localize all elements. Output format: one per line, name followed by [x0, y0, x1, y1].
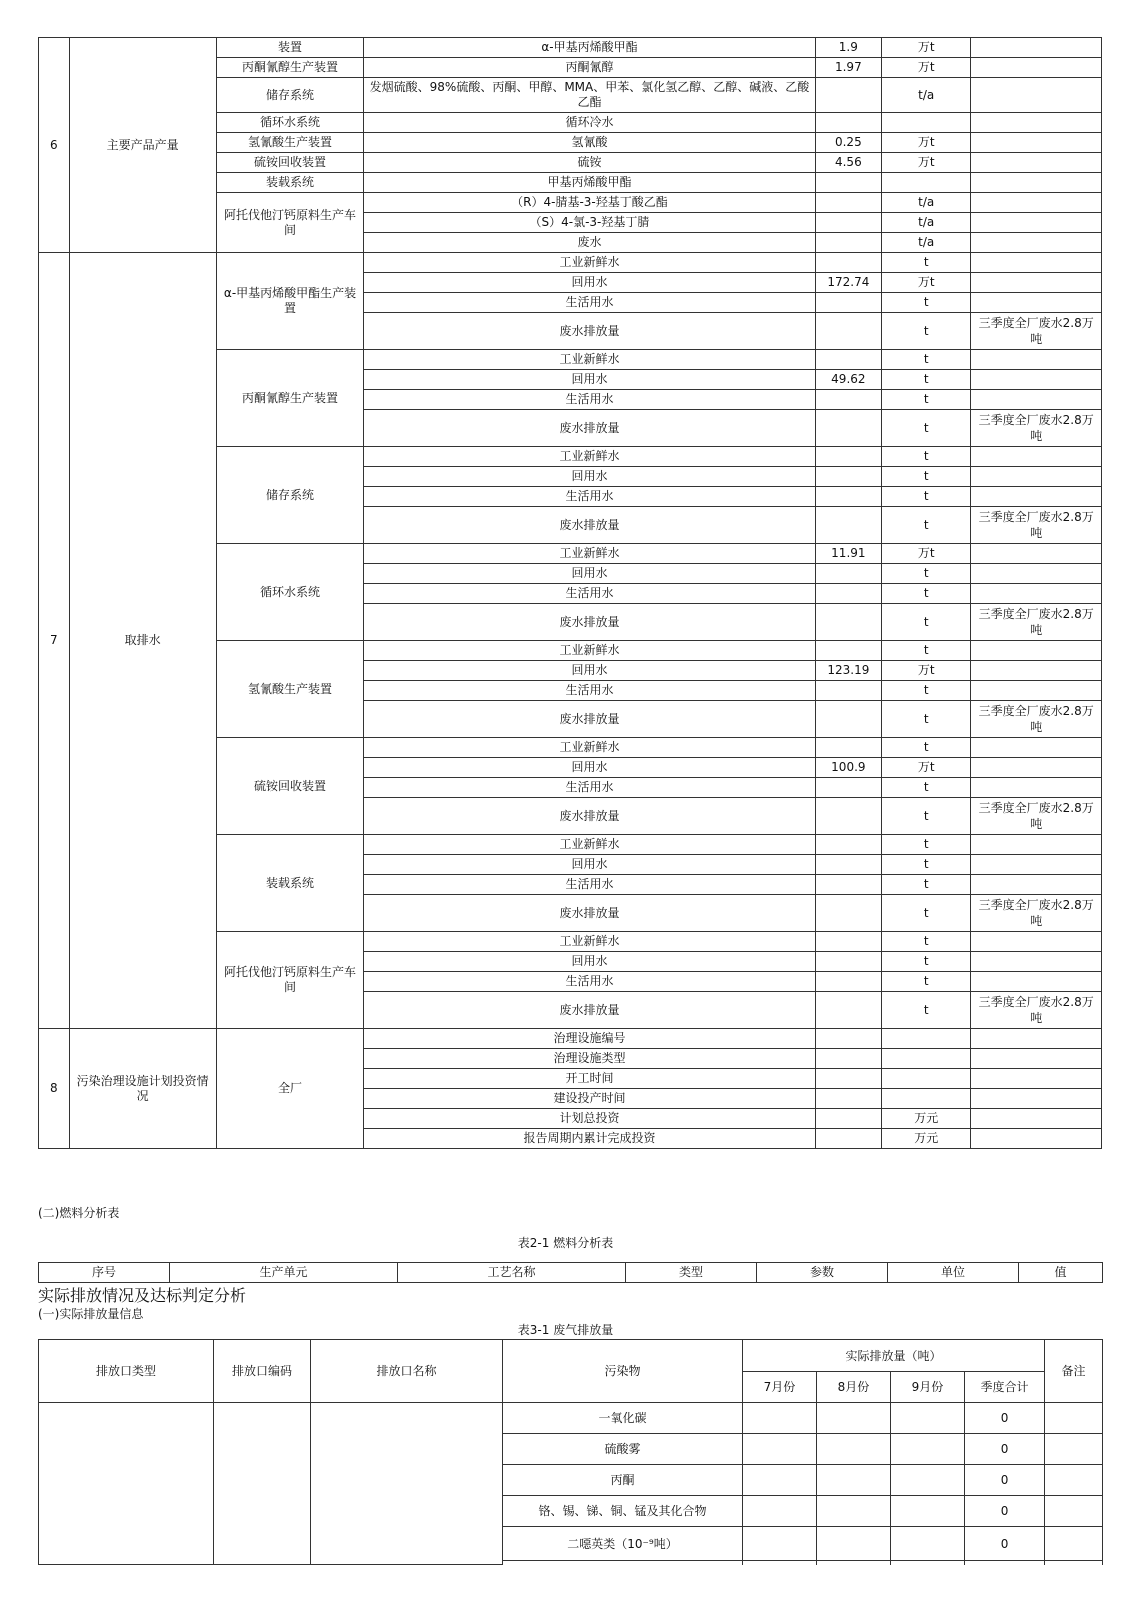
- table-row: [39, 253, 1102, 273]
- fuel-table-caption: 表2-1 燃料分析表: [517, 1236, 614, 1250]
- investment-item: 开工时间: [364, 1069, 816, 1089]
- row-item: 污染治理设施计划投资情况: [69, 1029, 216, 1149]
- remark-cell: [971, 681, 1102, 701]
- water-item: 回用水: [364, 370, 816, 390]
- note-cell: [1045, 1403, 1103, 1434]
- row-number: 8: [39, 1029, 70, 1149]
- product-name: 氢氰酸: [364, 133, 816, 153]
- month-value: [891, 1434, 965, 1465]
- unit-cell: t: [882, 390, 971, 410]
- month-value: [743, 1527, 817, 1561]
- remark-cell: [971, 233, 1102, 253]
- month-value: [891, 1561, 965, 1565]
- water-item: 工业新鲜水: [364, 738, 816, 758]
- product-name: （R）4-腈基-3-羟基丁酸乙酯: [364, 193, 816, 213]
- remark-cell: [971, 661, 1102, 681]
- unit-cell: [882, 1089, 971, 1109]
- remark-cell: [971, 584, 1102, 604]
- unit-cell: t: [882, 875, 971, 895]
- row-number: 7: [39, 253, 70, 1029]
- note-cell: [1045, 1561, 1103, 1565]
- remark-cell: [971, 875, 1102, 895]
- unit-cell: t: [882, 313, 971, 350]
- month-value: [743, 1403, 817, 1434]
- remark-cell: [971, 952, 1102, 972]
- investment-item: 报告周期内累计完成投资: [364, 1129, 816, 1149]
- remark-cell: [971, 544, 1102, 564]
- header-cell: 类型: [626, 1263, 757, 1283]
- row-item: 取排水: [69, 253, 216, 1029]
- water-item: 工业新鲜水: [364, 641, 816, 661]
- production-unit: 装置: [216, 38, 363, 58]
- remark-cell: 三季度全厂废水2.8万吨: [971, 313, 1102, 350]
- section-heading: 实际排放情况及达标判定分析: [38, 1286, 247, 1305]
- unit-cell: t/a: [882, 213, 971, 233]
- value-cell: 1.97: [815, 58, 881, 78]
- fuel-section-title: (二)燃料分析表: [38, 1206, 120, 1220]
- header-month: 9月份: [891, 1372, 965, 1403]
- water-item: 废水排放量: [364, 992, 816, 1029]
- remark-cell: [971, 1049, 1102, 1069]
- emission-table-caption: 表3-1 废气排放量: [517, 1323, 614, 1337]
- remark-cell: [971, 173, 1102, 193]
- value-cell: [815, 390, 881, 410]
- water-item: 废水排放量: [364, 313, 816, 350]
- note-cell: [1045, 1465, 1103, 1496]
- outlet-code-cell: [214, 1403, 311, 1565]
- month-value: [743, 1434, 817, 1465]
- remark-cell: [971, 855, 1102, 875]
- unit-cell: [882, 1049, 971, 1069]
- value-cell: [815, 681, 881, 701]
- unit-cell: t: [882, 584, 971, 604]
- unit-cell: t: [882, 835, 971, 855]
- value-cell: [815, 1109, 881, 1129]
- remark-cell: [971, 1069, 1102, 1089]
- unit-cell: t: [882, 253, 971, 273]
- value-cell: 0.25: [815, 133, 881, 153]
- unit-cell: t: [882, 410, 971, 447]
- unit-cell: t: [882, 701, 971, 738]
- header-cell: 参数: [757, 1263, 888, 1283]
- product-name: 循环冷水: [364, 113, 816, 133]
- remark-cell: [971, 213, 1102, 233]
- unit-cell: t: [882, 952, 971, 972]
- remark-cell: [971, 738, 1102, 758]
- value-cell: 123.19: [815, 661, 881, 681]
- production-unit: 丙酮氰醇生产装置: [216, 58, 363, 78]
- production-unit: 氢氰酸生产装置: [216, 133, 363, 153]
- remark-cell: [971, 293, 1102, 313]
- value-cell: 172.74: [815, 273, 881, 293]
- water-item: 工业新鲜水: [364, 835, 816, 855]
- unit-cell: 万t: [882, 153, 971, 173]
- remark-cell: [971, 1129, 1102, 1149]
- production-unit: 循环水系统: [216, 544, 363, 641]
- unit-cell: t: [882, 798, 971, 835]
- pollutant-name: [503, 1561, 743, 1565]
- unit-cell: t: [882, 738, 971, 758]
- water-item: 生活用水: [364, 875, 816, 895]
- month-value: [817, 1465, 891, 1496]
- unit-cell: t: [882, 895, 971, 932]
- remark-cell: [971, 78, 1102, 113]
- unit-cell: [882, 1069, 971, 1089]
- water-item: 生活用水: [364, 293, 816, 313]
- production-unit: 循环水系统: [216, 113, 363, 133]
- pollutant-name: 硫酸雾: [503, 1434, 743, 1465]
- header-outlet-code: 排放口编码: [214, 1340, 311, 1403]
- unit-cell: 万元: [882, 1109, 971, 1129]
- value-cell: [815, 113, 881, 133]
- unit-cell: t: [882, 932, 971, 952]
- month-value: [817, 1527, 891, 1561]
- investment-item: 治理设施类型: [364, 1049, 816, 1069]
- value-cell: [815, 1029, 881, 1049]
- value-cell: [815, 410, 881, 447]
- month-value: [891, 1465, 965, 1496]
- value-cell: [815, 487, 881, 507]
- unit-cell: t: [882, 447, 971, 467]
- note-cell: [1045, 1434, 1103, 1465]
- water-item: 回用水: [364, 758, 816, 778]
- quarter-total: 0: [965, 1496, 1045, 1527]
- remark-cell: [971, 1029, 1102, 1049]
- unit-cell: [882, 173, 971, 193]
- water-item: 工业新鲜水: [364, 932, 816, 952]
- value-cell: [815, 584, 881, 604]
- unit-cell: t: [882, 350, 971, 370]
- value-cell: [815, 641, 881, 661]
- header-outlet-name: 排放口名称: [311, 1340, 503, 1403]
- remark-cell: [971, 153, 1102, 173]
- header-cell: 值: [1019, 1263, 1103, 1283]
- value-cell: [815, 855, 881, 875]
- value-cell: [815, 992, 881, 1029]
- month-value: [817, 1434, 891, 1465]
- unit-cell: t: [882, 778, 971, 798]
- outlet-type-cell: [39, 1403, 214, 1565]
- production-unit: 丙酮氰醇生产装置: [216, 350, 363, 447]
- water-item: 回用水: [364, 564, 816, 584]
- month-value: [891, 1496, 965, 1527]
- month-value: [743, 1465, 817, 1496]
- value-cell: [815, 78, 881, 113]
- remark-cell: 三季度全厂废水2.8万吨: [971, 410, 1102, 447]
- water-item: 废水排放量: [364, 701, 816, 738]
- value-cell: [815, 952, 881, 972]
- value-cell: 4.56: [815, 153, 881, 173]
- remark-cell: [971, 758, 1102, 778]
- unit-cell: t: [882, 467, 971, 487]
- pollutant-name: 一氧化碳: [503, 1403, 743, 1434]
- remark-cell: [971, 641, 1102, 661]
- value-cell: [815, 233, 881, 253]
- unit-cell: t: [882, 681, 971, 701]
- product-name: α-甲基丙烯酸甲酯: [364, 38, 816, 58]
- remark-cell: [971, 58, 1102, 78]
- value-cell: 100.9: [815, 758, 881, 778]
- water-item: 废水排放量: [364, 895, 816, 932]
- remark-cell: [971, 113, 1102, 133]
- month-value: [743, 1561, 817, 1565]
- unit-cell: t: [882, 370, 971, 390]
- header-cell: 生产单元: [170, 1263, 398, 1283]
- remark-cell: [971, 835, 1102, 855]
- remark-cell: [971, 253, 1102, 273]
- header-pollutant: 污染物: [503, 1340, 743, 1403]
- unit-cell: t/a: [882, 233, 971, 253]
- unit-cell: t: [882, 972, 971, 992]
- remark-cell: [971, 467, 1102, 487]
- water-item: 回用水: [364, 467, 816, 487]
- remark-cell: [971, 390, 1102, 410]
- product-name: 发烟硫酸、98%硫酸、丙酮、甲醇、MMA、甲苯、氯化氢乙醇、乙醇、碱液、乙酸乙酯: [364, 78, 816, 113]
- production-unit: 装载系统: [216, 835, 363, 932]
- unit-cell: 万t: [882, 758, 971, 778]
- production-unit: 全厂: [216, 1029, 363, 1149]
- value-cell: [815, 350, 881, 370]
- value-cell: [815, 564, 881, 584]
- value-cell: [815, 875, 881, 895]
- unit-cell: t: [882, 487, 971, 507]
- quarter-total: 0: [965, 1465, 1045, 1496]
- value-cell: [815, 313, 881, 350]
- exhaust-emission-table: [38, 1339, 1103, 1565]
- production-unit: 阿托伐他汀钙原料生产车间: [216, 193, 363, 253]
- unit-cell: t: [882, 604, 971, 641]
- value-cell: [815, 193, 881, 213]
- water-item: 工业新鲜水: [364, 253, 816, 273]
- value-cell: [815, 895, 881, 932]
- header-month: 7月份: [743, 1372, 817, 1403]
- month-value: [891, 1527, 965, 1561]
- table-row: [39, 1029, 1102, 1049]
- product-name: （S）4-氯-3-羟基丁腈: [364, 213, 816, 233]
- quarter-total: 0: [965, 1434, 1045, 1465]
- value-cell: [815, 798, 881, 835]
- value-cell: [815, 1089, 881, 1109]
- water-item: 回用水: [364, 661, 816, 681]
- unit-cell: t: [882, 564, 971, 584]
- quarter-total: 0: [965, 1403, 1045, 1434]
- water-item: 工业新鲜水: [364, 544, 816, 564]
- unit-cell: t: [882, 507, 971, 544]
- value-cell: [815, 932, 881, 952]
- month-value: [817, 1496, 891, 1527]
- unit-cell: t/a: [882, 78, 971, 113]
- value-cell: [815, 604, 881, 641]
- unit-cell: t: [882, 855, 971, 875]
- value-cell: 1.9: [815, 38, 881, 58]
- product-name: 硫铵: [364, 153, 816, 173]
- production-unit: 储存系统: [216, 447, 363, 544]
- production-unit: 储存系统: [216, 78, 363, 113]
- water-item: 工业新鲜水: [364, 350, 816, 370]
- remark-cell: [971, 133, 1102, 153]
- remark-cell: 三季度全厂废水2.8万吨: [971, 604, 1102, 641]
- water-item: 生活用水: [364, 487, 816, 507]
- value-cell: [815, 738, 881, 758]
- month-value: [817, 1561, 891, 1565]
- investment-item: 建设投产时间: [364, 1089, 816, 1109]
- value-cell: [815, 1049, 881, 1069]
- header-quarter-total: 季度合计: [965, 1372, 1045, 1403]
- water-item: 生活用水: [364, 681, 816, 701]
- value-cell: [815, 835, 881, 855]
- production-unit: 氢氰酸生产装置: [216, 641, 363, 738]
- header-cell: 单位: [888, 1263, 1019, 1283]
- remark-cell: 三季度全厂废水2.8万吨: [971, 992, 1102, 1029]
- remark-cell: [971, 564, 1102, 584]
- row-item: 主要产品产量: [69, 38, 216, 253]
- unit-cell: 万t: [882, 38, 971, 58]
- value-cell: [815, 701, 881, 738]
- pollutant-name: 二噁英类（10⁻⁹吨）: [503, 1527, 743, 1561]
- fuel-analysis-table: [38, 1262, 1103, 1283]
- value-cell: [815, 467, 881, 487]
- remark-cell: 三季度全厂废水2.8万吨: [971, 895, 1102, 932]
- header-actual-emission: 实际排放量（吨）: [743, 1340, 1045, 1372]
- production-unit: α-甲基丙烯酸甲酯生产装置: [216, 253, 363, 350]
- month-value: [817, 1403, 891, 1434]
- water-item: 废水排放量: [364, 798, 816, 835]
- water-item: 生活用水: [364, 972, 816, 992]
- product-name: 废水: [364, 233, 816, 253]
- unit-cell: t: [882, 992, 971, 1029]
- unit-cell: 万t: [882, 58, 971, 78]
- remark-cell: [971, 972, 1102, 992]
- table-row: [39, 38, 1102, 58]
- water-item: 回用水: [364, 952, 816, 972]
- production-unit: 装载系统: [216, 173, 363, 193]
- unit-cell: t: [882, 641, 971, 661]
- pollutant-name: 丙酮: [503, 1465, 743, 1496]
- water-item: 回用水: [364, 273, 816, 293]
- value-cell: [815, 778, 881, 798]
- water-item: 生活用水: [364, 390, 816, 410]
- unit-cell: 万元: [882, 1129, 971, 1149]
- value-cell: [815, 173, 881, 193]
- unit-cell: t: [882, 293, 971, 313]
- remark-cell: [971, 193, 1102, 213]
- water-item: 生活用水: [364, 584, 816, 604]
- water-item: 回用水: [364, 855, 816, 875]
- remark-cell: [971, 487, 1102, 507]
- unit-cell: t/a: [882, 193, 971, 213]
- unit-cell: 万t: [882, 133, 971, 153]
- table-row: [39, 1403, 1103, 1434]
- water-item: 废水排放量: [364, 410, 816, 447]
- remark-cell: [971, 350, 1102, 370]
- outlet-name-cell: [311, 1403, 503, 1565]
- header-cell: 序号: [39, 1263, 170, 1283]
- value-cell: 49.62: [815, 370, 881, 390]
- investment-item: 治理设施编号: [364, 1029, 816, 1049]
- water-item: 废水排放量: [364, 604, 816, 641]
- remark-cell: [971, 447, 1102, 467]
- unit-cell: 万t: [882, 661, 971, 681]
- header-outlet-type: 排放口类型: [39, 1340, 214, 1403]
- note-cell: [1045, 1527, 1103, 1561]
- month-value: [891, 1403, 965, 1434]
- section-subheading: (一)实际排放量信息: [38, 1307, 144, 1321]
- production-water-table: [38, 37, 1102, 1149]
- remark-cell: [971, 38, 1102, 58]
- value-cell: [815, 507, 881, 544]
- quarter-total: [965, 1561, 1045, 1565]
- production-unit: 硫铵回收装置: [216, 153, 363, 173]
- water-item: 生活用水: [364, 778, 816, 798]
- remark-cell: [971, 1089, 1102, 1109]
- fuel-table-header: [39, 1263, 1103, 1283]
- remark-cell: [971, 370, 1102, 390]
- note-cell: [1045, 1496, 1103, 1527]
- header-note: 备注: [1045, 1340, 1103, 1403]
- investment-item: 计划总投资: [364, 1109, 816, 1129]
- product-name: 甲基丙烯酸甲酯: [364, 173, 816, 193]
- unit-cell: [882, 113, 971, 133]
- quarter-total: 0: [965, 1527, 1045, 1561]
- unit-cell: 万t: [882, 273, 971, 293]
- value-cell: [815, 253, 881, 273]
- water-item: 废水排放量: [364, 507, 816, 544]
- month-value: [743, 1496, 817, 1527]
- value-cell: [815, 293, 881, 313]
- header-month: 8月份: [817, 1372, 891, 1403]
- remark-cell: [971, 273, 1102, 293]
- row-number: 6: [39, 38, 70, 253]
- value-cell: [815, 213, 881, 233]
- water-item: 工业新鲜水: [364, 447, 816, 467]
- remark-cell: [971, 932, 1102, 952]
- remark-cell: 三季度全厂废水2.8万吨: [971, 701, 1102, 738]
- product-name: 丙酮氰醇: [364, 58, 816, 78]
- unit-cell: 万t: [882, 544, 971, 564]
- remark-cell: 三季度全厂废水2.8万吨: [971, 798, 1102, 835]
- value-cell: 11.91: [815, 544, 881, 564]
- header-cell: 工艺名称: [398, 1263, 626, 1283]
- pollutant-name: 铬、锡、锑、铜、锰及其化合物: [503, 1496, 743, 1527]
- value-cell: [815, 1129, 881, 1149]
- value-cell: [815, 1069, 881, 1089]
- production-unit: 阿托伐他汀钙原料生产车间: [216, 932, 363, 1029]
- remark-cell: 三季度全厂废水2.8万吨: [971, 507, 1102, 544]
- remark-cell: [971, 778, 1102, 798]
- remark-cell: [971, 1109, 1102, 1129]
- unit-cell: [882, 1029, 971, 1049]
- value-cell: [815, 972, 881, 992]
- value-cell: [815, 447, 881, 467]
- production-unit: 硫铵回收装置: [216, 738, 363, 835]
